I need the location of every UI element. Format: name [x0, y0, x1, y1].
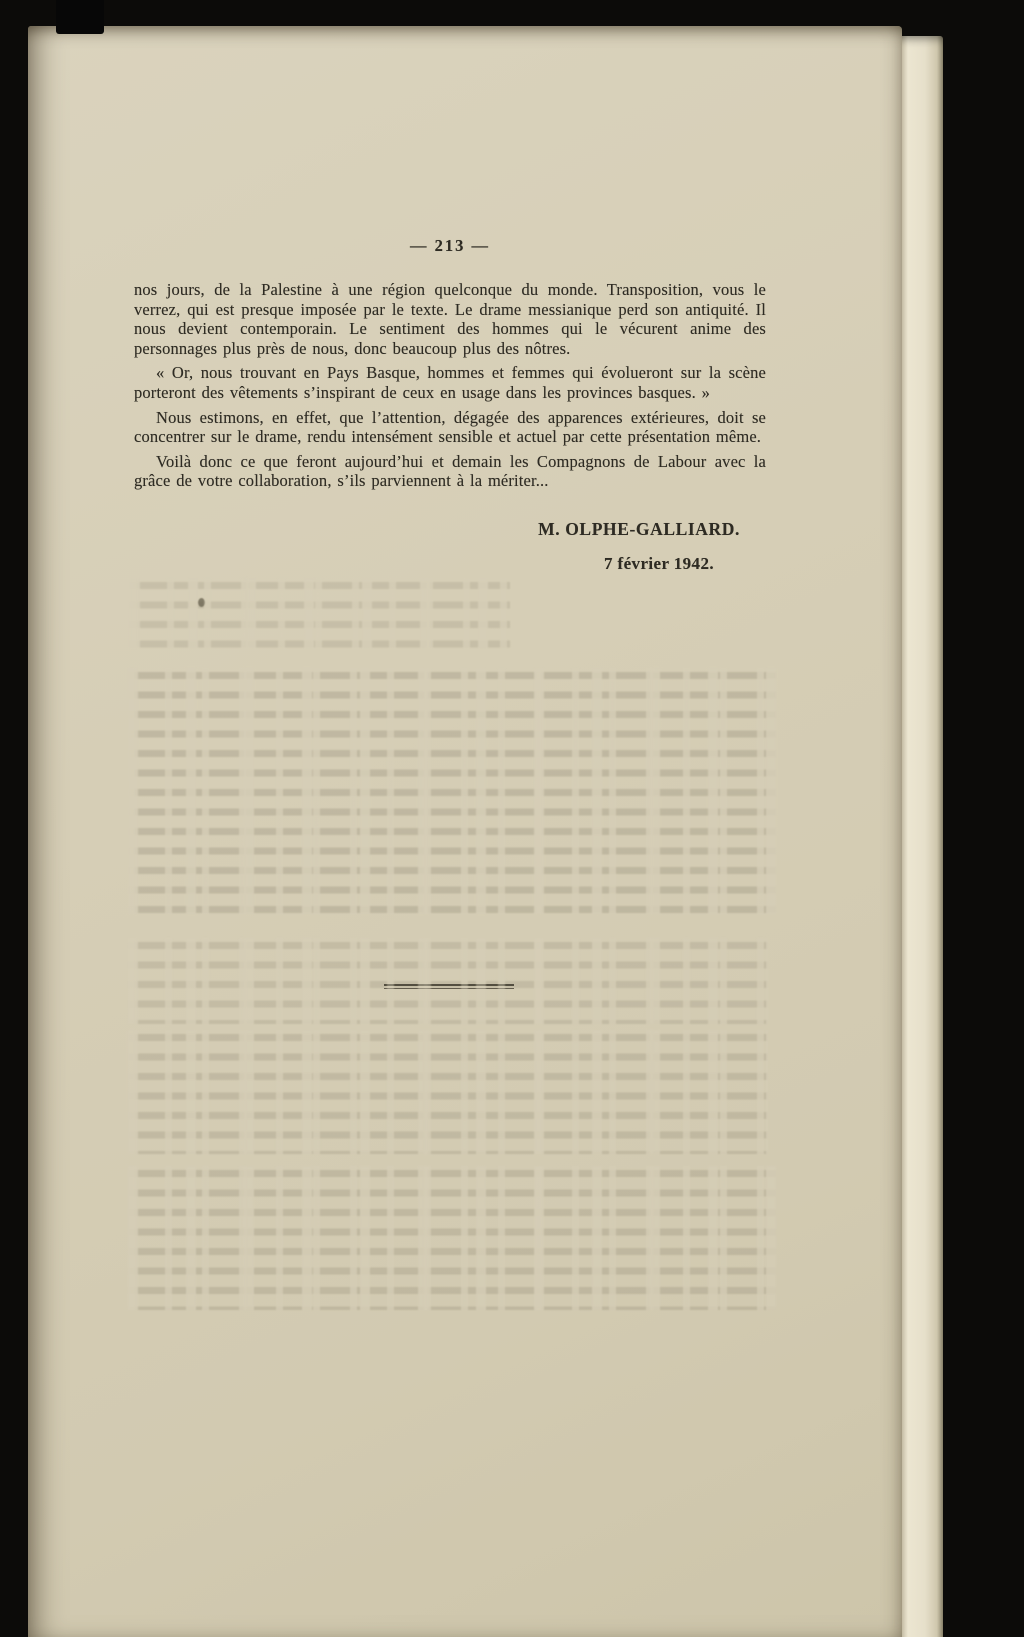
bleedthrough-text-block [128, 938, 768, 1024]
date-line: 7 février 1942. [603, 553, 714, 573]
ink-smudge [198, 598, 205, 607]
double-rule-divider [384, 984, 514, 989]
body-text [134, 280, 766, 491]
book-page [28, 26, 902, 1637]
paragraph-quote: « Or, nous trouvant en Pays Basque, hommes et femmes qui évolueront sur la scène porteront des vêtements s’inspirant de ceux en usage dans les provinces basques. » [134, 363, 766, 402]
bleedthrough-text-block [130, 578, 510, 648]
paragraph-voila: Voilà donc ce que feront aujourd’hui et demain les Compagnons de Labour avec la grâce de votre collaboration, s’ils parviennent à la mériter... [134, 451, 766, 491]
paragraph-estimons: Nous estimons, en effet, que l’attention, dégagée des apparences extérieures, doit se concentrer sur le drame, rendu intensément sensible et actuel par cette présentation même. [134, 407, 766, 447]
black-edge-tab [56, 0, 104, 34]
next-page-edge [899, 36, 943, 1637]
bleedthrough-text-block [128, 1166, 776, 1310]
author-signature: M. OLPHE-GALLIARD. [538, 518, 740, 539]
page-number: — 213 — [410, 236, 490, 255]
page-content [134, 26, 766, 574]
bleedthrough-text-block [128, 668, 776, 914]
paragraph-continuation: nos jours, de la Palestine à une région quelconque du monde. Transposition, vous le verrez, qui est presque imposée par le texte. Le drame messianique perd son antiquité. Il nous devient contemporain. Le sentiment des hommes qui le vécurent anime des personnages plus près de nous, donc beaucoup plus des nôtres. [134, 280, 766, 358]
bleedthrough-text-block [128, 1030, 768, 1154]
